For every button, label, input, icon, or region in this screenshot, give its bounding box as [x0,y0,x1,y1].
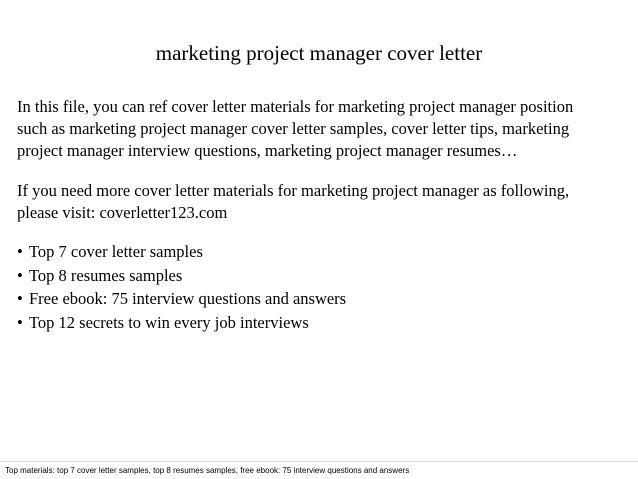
bullet-icon: • [17,242,23,261]
list-item-label: Top 12 secrets to win every job interviews [29,312,309,332]
intro-line: such as marketing project manager cover letter samples, cover letter tips, marketing [17,119,570,138]
visit-paragraph [17,180,629,224]
list-item-label: Free ebook: 75 interview questions and answers [29,289,347,308]
footer-bar: Top materials: top 7 cover letter samples, top 8 resumes samples, free ebook: 75 interview questions and answers [0,461,638,479]
visit-line: please visit: coverletter123.com [17,203,228,222]
bullet-icon: • [17,265,23,285]
list-item [17,311,346,335]
materials-list [17,240,346,334]
bullet-icon: • [17,289,23,308]
intro-line: In this file, you can ref cover letter materials for marketing project manager position [17,97,574,116]
list-item-label: Top 7 cover letter samples [29,242,203,261]
list-item-label: Top 8 resumes samples [29,265,183,285]
bullet-icon: • [17,312,23,332]
list-item [17,240,346,264]
intro-paragraph [17,96,629,162]
visit-line: If you need more cover letter materials for marketing project manager as following, [17,181,570,200]
list-item [17,264,346,288]
intro-line: project manager interview questions, marketing project manager resumes… [17,141,518,160]
page-title: marketing project manager cover letter [155,41,483,65]
list-item [17,287,346,311]
